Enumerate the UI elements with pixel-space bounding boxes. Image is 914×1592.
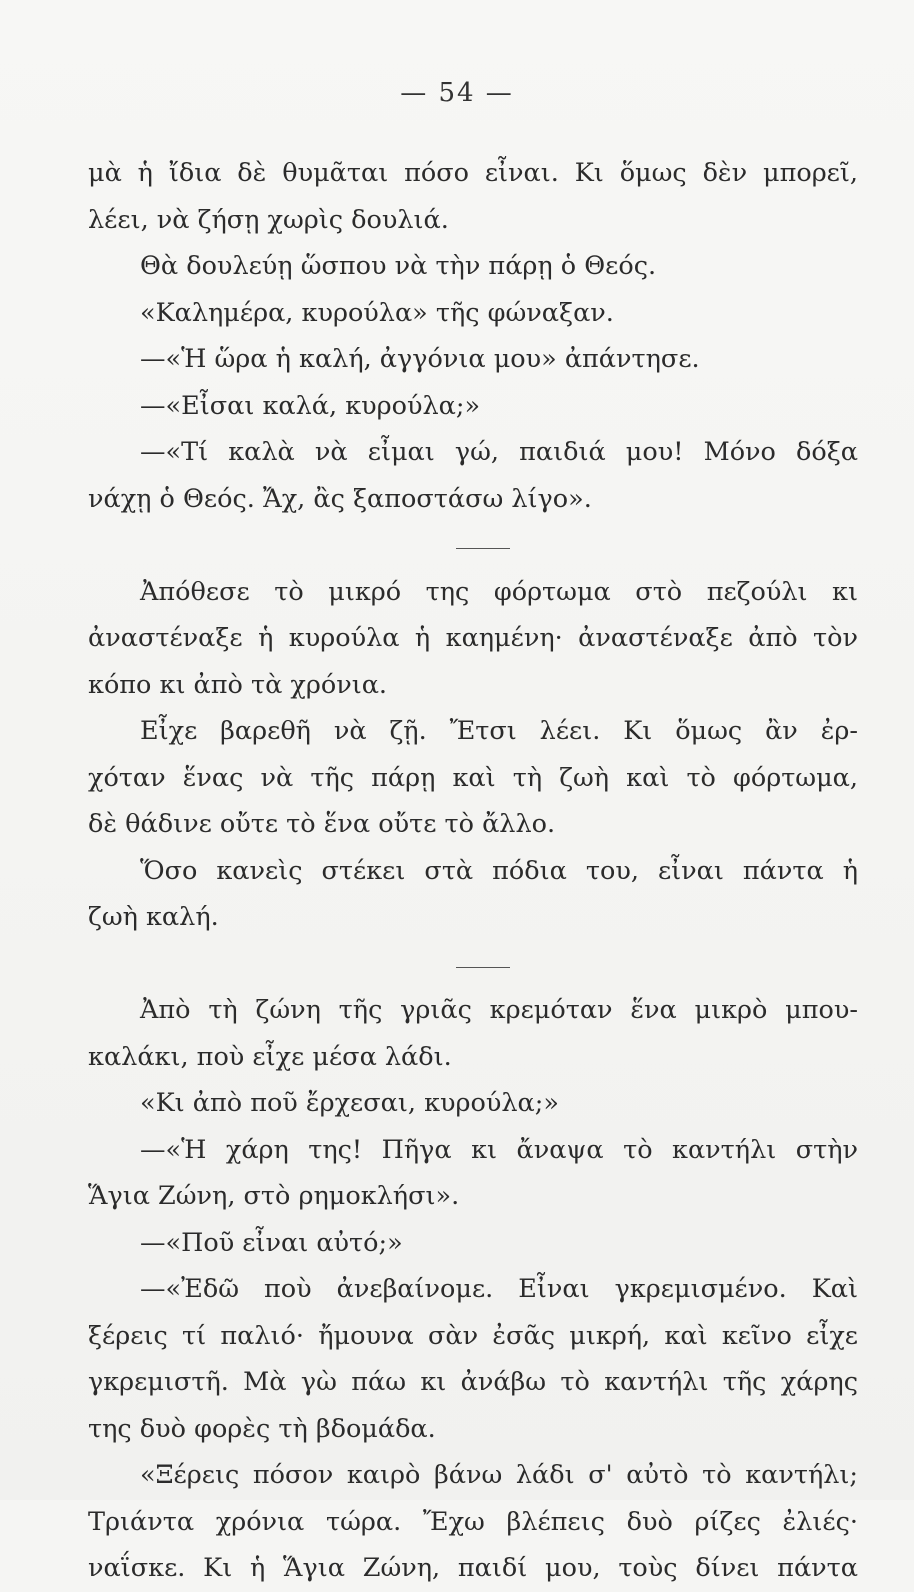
text-line: Ὅσο κανεὶς στέκει στὰ πόδια του, εἶναι πάντα ἡ <box>140 855 858 886</box>
text-line: κόπο κι ἀπὸ τὰ χρόνια. <box>88 669 388 700</box>
text-line: «Κι ἀπὸ ποῦ ἔρχεσαι, κυρούλα;» <box>140 1088 559 1118</box>
text-line: καλάκι, ποὺ εἶχε μέσα λάδι. <box>88 1041 452 1072</box>
text-line: «Ξέρεις πόσον καιρὸ βάνω λάδι σ' αὐτὸ τὸ καντήλι; <box>140 1460 858 1490</box>
text-line: γκρεμιστῆ. Μὰ γὼ πάω κι ἀνάβω τὸ καντήλι τῆς χάρης <box>88 1367 858 1397</box>
text-line: δὲ θάδινε οὔτε τὸ ἕνα οὔτε τὸ ἄλλο. <box>88 809 556 839</box>
text-line: Τριάντα χρόνια τώρα. Ἔχω βλέπεις δυὸ ρίζες ἐλιές· <box>88 1506 858 1537</box>
text-line: Ἅγια Ζώνη, στὸ ρημοκλήσι». <box>88 1181 460 1211</box>
page-number: — 54 — <box>400 78 514 108</box>
text-line: —«Ποῦ εἶναι αὐτό;» <box>140 1227 403 1258</box>
text-line: ζωὴ καλή. <box>88 902 219 932</box>
section-divider <box>88 522 858 569</box>
text-line: νάχῃ ὁ Θεός. Ἄχ, ἂς ξαποστάσω λίγο». <box>88 483 592 514</box>
text-line: ἀναστέναξε ἡ κυρούλα ἡ καημένη· ἀναστέναξε ἀπὸ τὸν <box>88 623 858 653</box>
text-line: —«Ἐδῶ ποὺ ἀνεβαίνομε. Εἶναι γκρεμισμένο. Καὶ <box>140 1274 858 1304</box>
text-line: «Καλημέρα, κυρούλα» τῆς φώναξαν. <box>140 297 614 328</box>
text-line: Ἀπόθεσε τὸ μικρό της φόρτωμα στὸ πεζούλι κι <box>140 576 858 607</box>
text-line: χόταν ἕνας νὰ τῆς πάρῃ καὶ τὴ ζωὴ καὶ τὸ φόρτωμα, <box>88 762 858 793</box>
text-line: ναΐσκε. Κι ἡ Ἅγια Ζώνη, παιδί μου, τοὺς δίνει πάντα <box>88 1553 858 1583</box>
text-line: —«Τί καλὰ νὰ εἶμαι γώ, παιδιά μου! Μόνο δόξα <box>140 437 858 467</box>
body-text <box>88 150 858 1592</box>
text-line: —«Ἡ χάρη της! Πῆγα κι ἄναψα τὸ καντήλι στὴν <box>140 1134 858 1165</box>
text-line: μὰ ἡ ἴδια δὲ θυμᾶται πόσο εἶναι. Κι ὅμως δὲν μπορεῖ, <box>88 158 858 188</box>
text-line: Ἀπὸ τὴ ζώνη τῆς γριᾶς κρεμόταν ἕνα μικρὸ μπου- <box>140 995 858 1025</box>
section-divider <box>88 941 858 988</box>
text-line: της δυὸ φορὲς τὴ βδομάδα. <box>88 1413 436 1444</box>
text-line: —«Ἡ ὥρα ἡ καλή, ἀγγόνια μου» ἀπάντησε. <box>140 344 700 374</box>
text-line: ξέρεις τί παλιό· ἤμουνα σὰν ἐσᾶς μικρή, καὶ κεῖνο εἶχε <box>88 1320 858 1351</box>
text-line: Θὰ δουλεύῃ ὥσπου νὰ τὴν πάρῃ ὁ Θεός. <box>140 251 657 281</box>
text-line: Εἶχε βαρεθῆ νὰ ζῇ. Ἔτσι λέει. Κι ὅμως ἂν ἐρ- <box>140 716 858 746</box>
text-line: —«Εἶσαι καλά, κυρούλα;» <box>140 390 481 421</box>
text-line: λέει, νὰ ζήσῃ χωρὶς δουλιά. <box>88 204 449 235</box>
